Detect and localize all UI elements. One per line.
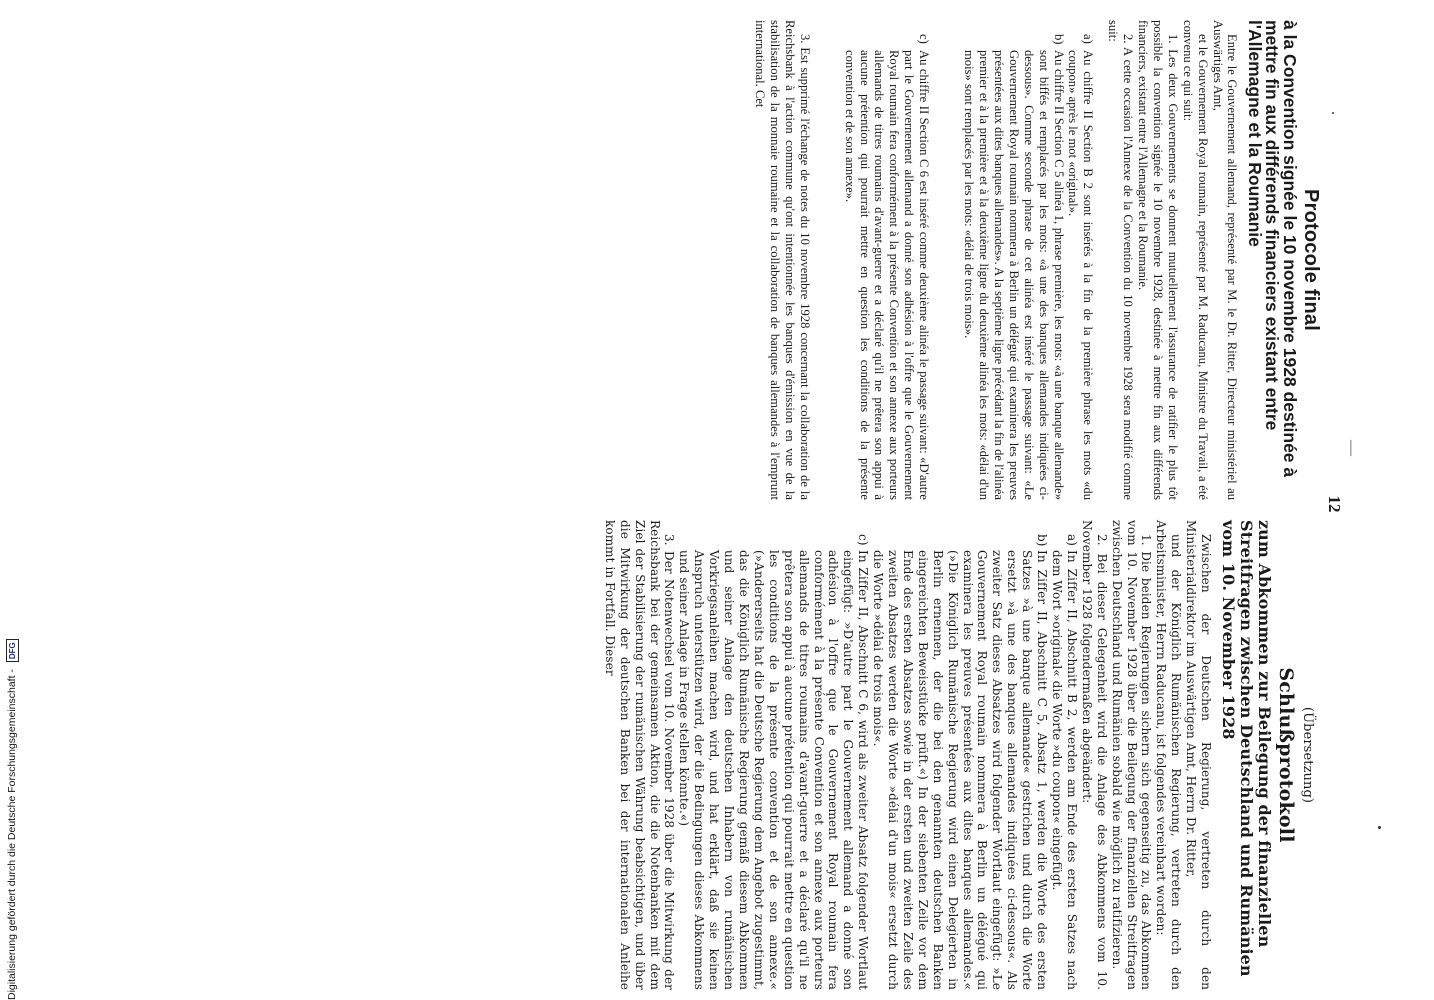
german-title: Schlußprotokoll xyxy=(1275,667,1298,843)
german-item-c-label: c) xyxy=(856,534,871,546)
french-column xyxy=(752,20,1322,500)
french-item-c-text: Au chiffre II Section C 6 est inséré comme deuxième alinéa le passage suivant: «D'autre part le Gouvernement allemand a donné son adhésion à l'offre que le Gouvernement Royal roumain fera conformément à la présente Convention et son annexe aux porteurs allemands de titres roumains d'avant-guerre et a déclaré qu'il ne prêtera son appui à aucune prétention qui pourrait mettre en question les conditions de la présente convention et de son annexe». xyxy=(842,50,932,500)
page-top-mark: — xyxy=(1343,440,1360,456)
french-item-a-text: Au chiffre II Section B 2 sont insérés à la fin de la première phrase les mots «du coupon» après le mot «original». xyxy=(1066,50,1096,500)
german-paragraph-5: 3. Der Notenwechsel vom 10. November 1928 über die Mitwirkung der Reichsbank bei der gemeinsamen Aktion, die die Notenbanken mit dem Ziel der Stabilisierung der rumänischen Währung beabsichtigen, und über die Mitwirkung der deutschen Banken bei der internationalen Anleihe kommt in Fortfall. Dieser xyxy=(602,520,677,990)
french-subtitle: à la Convention signée le 10 novembre 1928 destinée à mettre fin aux différends financiers existant entre l'Allemagne et la Roumanie xyxy=(1245,20,1300,478)
german-item-a-label: a) xyxy=(1064,534,1079,547)
german-column xyxy=(602,520,1314,990)
german-paragraph-2: und der Königlich Rumänischen Regierung, vertreten durch den Arbeitsminister, Herrn Raducanu, ist folgendes vereinbart worden: xyxy=(1154,520,1184,990)
french-paragraph-1: Entre le Gouvernement allemand, représenté par M. le Dr. Ritter, Directeur ministériel au Auswärtiges Amt, xyxy=(1210,20,1240,500)
dfg-footer-label: Digitalisierung gefördert durch die Deutsche Forschungsgemeinschaft - xyxy=(6,666,18,1000)
french-paragraph-3: 1. Les deux Gouvernements se donnent mutuellement l'assurance de ratifier le plus tôt possible la convention signée le 10 novembre 1928, destinée à mettre fin aux différends financiers, existant entre l'Allemagne et la Roumanie. xyxy=(1136,20,1180,500)
french-paragraph-4: 2. A cette occasion l'Annexe de la Convention du 10 novembre 1928 sera modifié comme suit: xyxy=(1106,20,1136,500)
german-item-b xyxy=(870,520,1049,990)
french-item-c-label: c) xyxy=(917,34,932,44)
french-item-b-text: Au chiffre II Section C 5 alinéa 1, phrase première, les mots: «à une banque allemande» sont biffés et remplacés par les mots: «à une des banques allemandes indiquées ci-dessous». Comme seconde phrase de cet alinéa est inséré le passage suivant: «Le Gouvernement Royal roumain nommera à Berlin un délégué qui examinera les preuves présentées aux dites banques allemandes». A la septième ligne précédant la fin de l'alinéa premier et à la première et à la deuxième ligne du deuxième alinéa les mots: «délai d'un mois» sont remplacés par les mots: «délai de trois mois». xyxy=(962,50,1066,500)
scan-speck xyxy=(1332,112,1334,114)
german-item-c-text: In Ziffer II, Abschnitt C 6, wird als zweiter Absatz folgender Wortlaut eingefügt: »D'autre part le Gouvernement allemand a donné son adhésion à l'offre que le Gouvernement Royal roumain fera conformément à la présente Convention et son annexe aux porteurs allemands de titres roumains d'avant-guerre et a déclaré qu'il ne prêtera son appui à aucune prétention qui pourrait mettre en question les conditions de la présente convention et de son annexe.« (»Andererseits hat die Deutsche Regierung dem Angebot zugestimmt, das die Königlich Rumänische Regierung gemäß diesem Abkommen und seiner Anlage den deutschen Inhabern von rumänischen Vorkriegsanleihen machen wird, und hat erklärt, daß sie keinen Anspruch unterstützen wird, der die Bedingungen dieses Abkommens und seiner Anlage in Frage stellen könnte.«) xyxy=(677,550,871,990)
german-item-b-text: In Ziffer II, Abschnitt C 5, Absatz 1, werden die Worte des ersten Satzes »à une banque allemande« gestrichen und durch die Worte ersetzt »à une des banques allemandes indiquées ci-dessous«. Als zweiter Satz dieses Absatzes wird folgender Wortlaut eingefügt: »Le Gouvernement Royal roumain nommera à Berlin un délégué qui examinera les preuves présentées aux dites banques allemandes.« (»Die Königlich Rumänische Regierung wird einen Delegierten in Berlin ernennen, der die bei den genannten deutschen Banken eingereichten Beweisstücke prüft.«) In der siebenten Zeile vor dem Ende des ersten Absatzes sowie in der ersten und zweiten Zeile des zweiten Absatzes werden die Worte »délai d'un mois« ersetzt durch die Worte »délai de trois mois«. xyxy=(871,550,1050,990)
german-paragraph-4: 2. Bei dieser Gelegenheit wird die Anlage des Abkommens vom 10. November 1928 folgendermaßen abgeändert: xyxy=(1079,520,1109,990)
french-item-b xyxy=(961,20,1065,500)
german-item-b-label: b) xyxy=(1035,534,1050,547)
dfg-footer xyxy=(4,600,20,1000)
french-item-a xyxy=(1066,20,1096,500)
german-item-a-text: In Ziffer II, Abschnitt B 2, werden am Ende des ersten Satzes nach dem Wort »original« die Worte »du coupon« eingefügt. xyxy=(1050,550,1079,990)
french-paragraph-5: 3. Est supprimé l'échange de notes du 10 novembre 1928 concernant la collaboration de la Reichsbank à l'action commune qu'ont intentionnée les banques d'émission en vue de la stabilisation de la monnaie roumaine et la collaboration de banques allemandes à l'emprunt international. Cet xyxy=(753,20,812,500)
page-number: 12 xyxy=(1325,495,1344,513)
german-paragraph-1: Zwischen der Deutschen Regierung, vertreten durch den Ministerialdirektor im Auswärtigen Amt, Herrn Dr. Ritter, xyxy=(1184,520,1214,990)
german-translation-note: (Übersetzung) xyxy=(1300,706,1315,804)
french-item-a-label: a) xyxy=(1081,34,1096,44)
german-paragraph-3: 1. Die beiden Regierungen sichern sich gegenseitig zu, das Abkommen vom 10. November 1928 über die Beilegung der finanziellen Streitfragen zwischen Deutschland und Rumänien sobald wie möglich zu ratifizieren. xyxy=(1109,520,1154,990)
dfg-footer-text xyxy=(4,600,20,1000)
french-paragraph-2: et le Gouvernement Royal roumain, représenté par M. Raducanu, Ministre du Travail, a été convenu ce qui suit: xyxy=(1180,20,1210,500)
scan-speck xyxy=(1378,826,1381,829)
german-item-a xyxy=(1049,520,1079,990)
german-subtitle: zum Abkommen zur Beilegung der finanziellen Streitfragen zwischen Deutschland und Rumänien vom 10. November 1928 xyxy=(1219,520,1275,977)
french-item-c xyxy=(842,20,931,500)
dfg-logo-icon: DFG xyxy=(6,639,19,662)
german-item-c xyxy=(676,520,870,990)
french-title: Protocole final xyxy=(1300,189,1322,331)
french-item-b-label: b) xyxy=(1051,34,1066,45)
